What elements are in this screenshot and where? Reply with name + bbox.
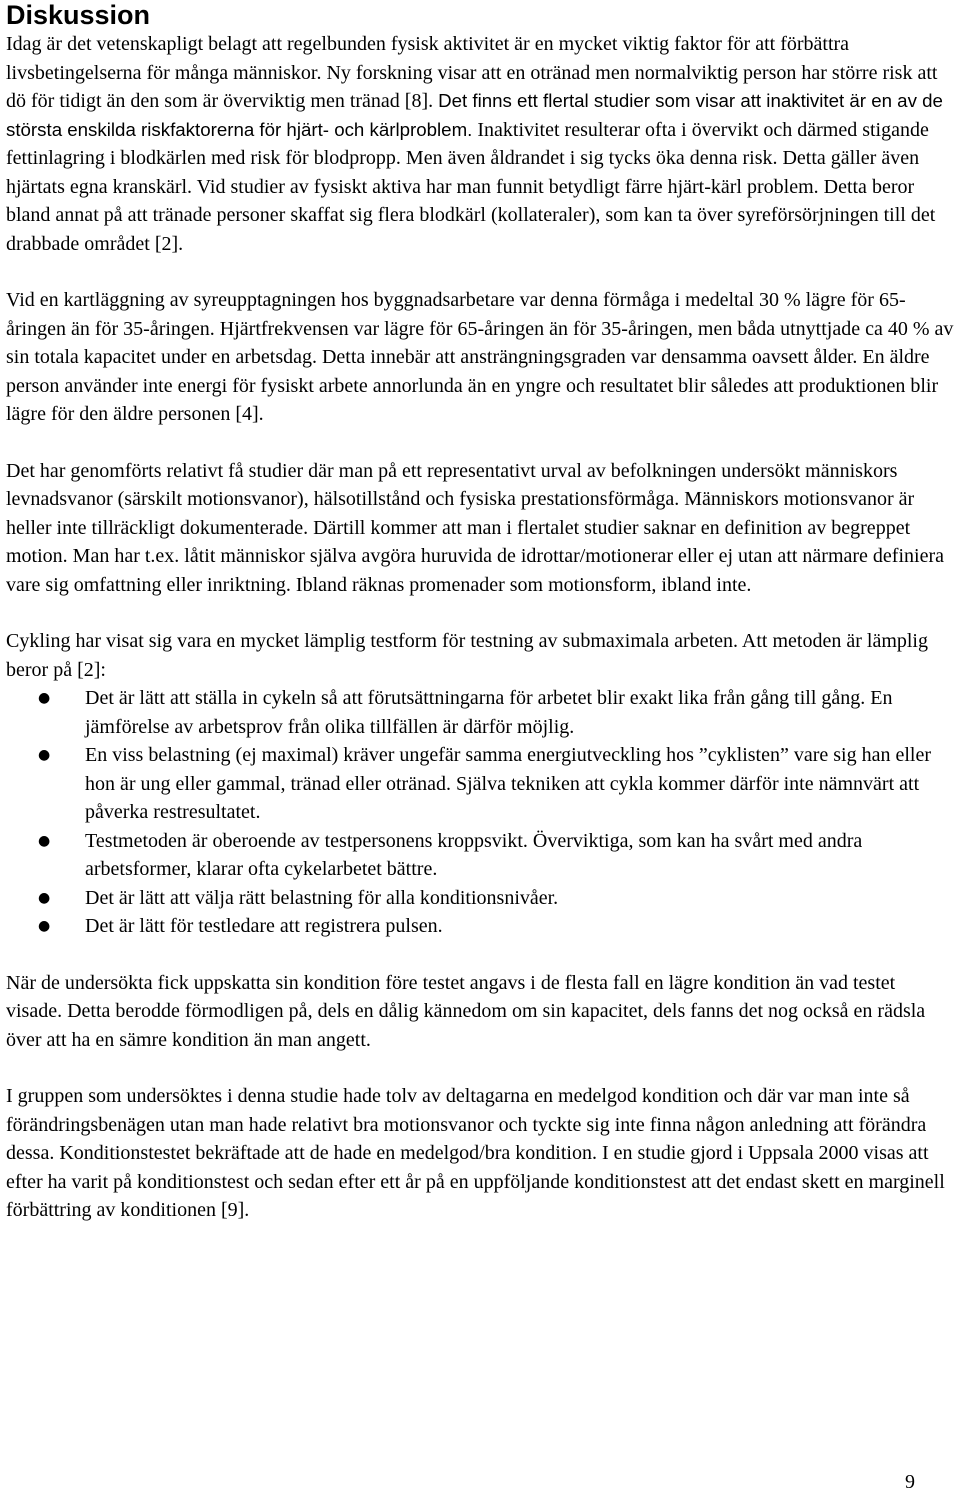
bullet-icon: ● — [38, 918, 51, 934]
intro-text-b: Ny forskning visar att en otränad men normalviktig person har större risk att dö för tidigt än den som är överviktig men tränad [8]. — [6, 61, 938, 112]
list-item-text: Det är lätt för testledare att registrera pulsen. — [85, 915, 443, 937]
page-number: 9 — [905, 1471, 915, 1493]
list-item-text: En viss belastning (ej maximal) kräver ungefär samma energiutveckling hos ”cyklisten” vare sig han eller hon är ung eller gammal, tränad eller otränad. Själva tekniken att cykla kommer därför inte nämnvärt att påverka restresultatet. — [85, 744, 932, 823]
paragraph-cykling: Cykling har visat sig vara en mycket lämplig testform för testning av submaximala arbeten. Att metoden är lämplig beror på [2]: — [6, 630, 928, 681]
bullet-icon: ● — [38, 889, 51, 906]
section-heading: Diskussion — [6, 0, 151, 30]
intro-text-a: Idag är det vetenskapligt belagt att regelbunden fysisk aktivitet är en mycket viktig faktor för att förbättra livsbetingelserna för många människor. — [6, 33, 850, 84]
list-item — [6, 684, 956, 741]
bullet-icon: ● — [38, 747, 51, 763]
paragraph-kartlaggning: Vid en kartläggning av syreupptagningen hos byggnadsarbetare var denna förmåga i medeltal 30 % lägre för 65-åringen än för 35-åringen. Hjärtfrekvensen var lägre för 65-åringen än för 35-åringen, men båda utnyttjade ca 40 % av sin totala kapacitet under en arbetsdag. Detta innebär att ansträngningsgraden var densamma oavsett ålder. En äldre person använder inte energi för fysiskt arbete annorlunda än en yngre och resultatet blir således att produktionen blir lägre för den äldre personen [4]. — [6, 289, 954, 425]
paragraph-gruppen: I gruppen som undersöktes i denna studie hade tolv av deltagarna en medelgod kondition och där var man inte så förändringsbenägen utan man hade relativt bra motionsvanor och tyckte sig inte finna någon anledning att förändra dessa. Konditionstestet bekräftade att de hade en medelgod/bra kondition. I en studie gjord i Uppsala 2000 visas att efter ha varit på konditionstest och sedan efter ett år på en uppföljande konditionstest att det endast skett en marginell förbättring av konditionen [9]. — [6, 1085, 945, 1221]
bullet-icon: ● — [38, 690, 51, 706]
list-item-text: Testmetoden är oberoende av testpersonens kroppsvikt. Överviktiga, som kan ha svårt med andra arbetsformer, klarar ofta cykelarbetet bättre. — [85, 829, 863, 880]
paragraph-intro — [6, 30, 956, 258]
paragraph-uppskattning: När de undersökta fick uppskatta sin kondition före testet angavs i de flesta fall en lägre kondition än vad testet visade. Detta berodde förmodligen på, dels en dålig kännedom om sin kapacitet, dels fanns det nog också en rädsla över att ha en sämre kondition än man angett. — [6, 971, 926, 1051]
intro-text-d: Inaktivitet resulterar ofta i övervikt och därmed stigande fettinlagring i blodkärlen med risk för blodpropp. Men även åldrandet i sig tycks öka denna risk. Detta gäller även hjärtats egna kranskärl. Vid studier av fysiskt aktiva har man funnit betydligt färre hjärt-kärl problem. Detta beror bland annat på att tränade personer skaffat sig flera blodkärl (kollateraler), som kan ta över syreförsörjningen till det drabbade området [2]. — [6, 118, 936, 255]
intro-text-c: Det finns ett flertal studier som visar att inaktivitet är en av de största enskilda riskfaktorerna för hjärt- och kärlproblem. — [6, 90, 943, 140]
bullet-icon: ● — [38, 832, 51, 849]
list-item — [6, 827, 956, 884]
list-item — [6, 884, 956, 913]
list-item-text: Det är lätt att ställa in cykeln så att förutsättningarna för arbetet blir exakt lika från gång till gång. En jämförelse av arbetsprov från olika tillfällen är därför möjlig. — [85, 687, 893, 738]
list-item-text: Det är lätt att välja rätt belastning för alla konditionsnivåer. — [85, 886, 559, 909]
paragraph-studier: Det har genomförts relativt få studier där man på ett representativt urval av befolkningen undersökt människors levnadsvanor (särskilt motionsvanor), hälsotillstånd och fysiska prestationsförmåga. Människors motionsvanor är heller inte tillräckligt dokumenterade. Därtill kommer att man i flertalet studier saknar en definition av begreppet motion. Man har t.ex. låtit människor själva avgöra huruvida de idrottar/motionerar eller ej utan att närmare definiera vare sig omfattning eller inriktning. Ibland räknas promenader som motionsform, ibland inte. — [6, 459, 944, 596]
list-item — [6, 912, 956, 941]
advantages-list — [6, 684, 956, 941]
document-page — [6, 0, 956, 1225]
list-item — [6, 741, 956, 827]
